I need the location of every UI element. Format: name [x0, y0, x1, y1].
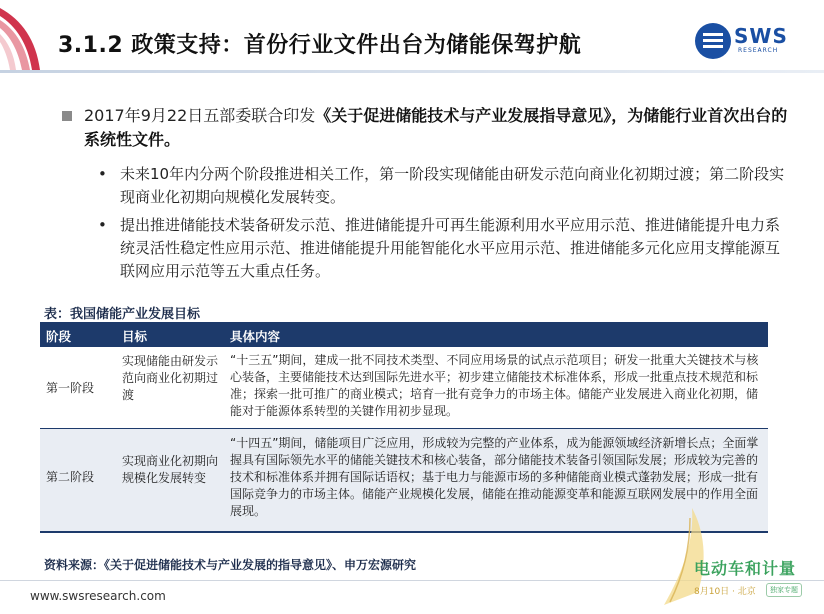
footer-url[interactable]: www.swsresearch.com	[30, 589, 166, 603]
main-bullet	[62, 104, 792, 152]
bullet-dot-icon: •	[98, 165, 107, 183]
content-cell: “十三五”期间，建成一批不同技术类型、不同应用场景的试点示范项目；研发一批重大关键技术与核心装备，主要储能技术达到国际先进水平；初步建立储能技术标准体系，形成一批重点技术规范和标准；探索一批可推广的商业模式；培育一批有竞争力的市场主体。储能产业发展进入商业化初期，储能对于能源体系转型的关键作用初步显现。	[230, 353, 759, 418]
sub-bullet	[98, 163, 788, 209]
sub-bullet-text: 提出推进储能技术装备研发示范、推进储能提升可再生能源利用水平应用示范、推进储能提升电力系统灵活性稳定性应用示范、推进储能提升用能智能化水平应用示范、推进储能多元化应用支撑能源互联网应用示范等五大重点任务。	[120, 216, 781, 280]
watermark-text: 电动车和计量	[694, 559, 797, 578]
main-bullet-bold-text: 《关于促进储能技术与产业发展指导意见》，为储能行业首次出台的系统性文件。	[84, 106, 788, 149]
content-cell: “十四五”期间，储能项目广泛应用，形成较为完整的产业体系，成为能源领域经济新增长点；全面掌握具有国际领先水平的储能关键技术和核心装备，部分储能技术装备引领国际发展；形成较为完善的技术和标准体系并拥有国际话语权；基于电力与能源市场的多种储能商业模式蓬勃发展；形成一批有国际竞争力的市场主体。储能产业规模化发展，储能在推动能源变革和能源互联网发展中的作用全面展现。	[230, 436, 759, 518]
column-header-goal: 目标	[122, 329, 148, 344]
sub-bullet	[98, 214, 788, 283]
stage-cell: 第二阶段	[46, 470, 95, 484]
logo-text: SWS	[734, 24, 788, 48]
goal-cell: 实现储能由研发示范向商业化初期过渡	[122, 354, 219, 402]
bullet-dot-icon: •	[98, 216, 107, 234]
stage-cell: 第一阶段	[46, 381, 95, 395]
main-bullet-text: 2017年9月22日五部委联合印发	[84, 106, 316, 125]
goal-cell: 实现商业化初期向规模化发展转变	[122, 454, 219, 485]
column-header-content: 具体内容	[230, 329, 281, 344]
watermark-date: 8月10日 · 北京	[694, 587, 756, 597]
sub-bullet-text: 未来10年内分两个阶段推进相关工作，第一阶段实现储能由研发示范向商业化初期过渡；第二阶段实现商业化初期向规模化发展转变。	[120, 165, 785, 206]
page-title: 3.1.2 政策支持：首份行业文件出台为储能保驾护航	[58, 33, 582, 58]
watermark-badge: 独家专题	[766, 583, 802, 597]
title-divider	[0, 70, 824, 73]
sws-logo	[694, 22, 804, 62]
table-caption: 表：我国储能产业发展目标	[44, 307, 201, 322]
source-note: 资料来源：《关于促进储能技术与产业发展的指导意见》、申万宏源研究	[44, 558, 417, 572]
column-header-stage: 阶段	[46, 329, 72, 344]
table-row	[40, 347, 768, 429]
slide-header	[0, 0, 824, 84]
logo-subtext: RESEARCH	[738, 47, 779, 54]
logo-icon	[694, 22, 732, 60]
table-header-row	[40, 322, 768, 347]
square-bullet-icon	[62, 111, 72, 121]
